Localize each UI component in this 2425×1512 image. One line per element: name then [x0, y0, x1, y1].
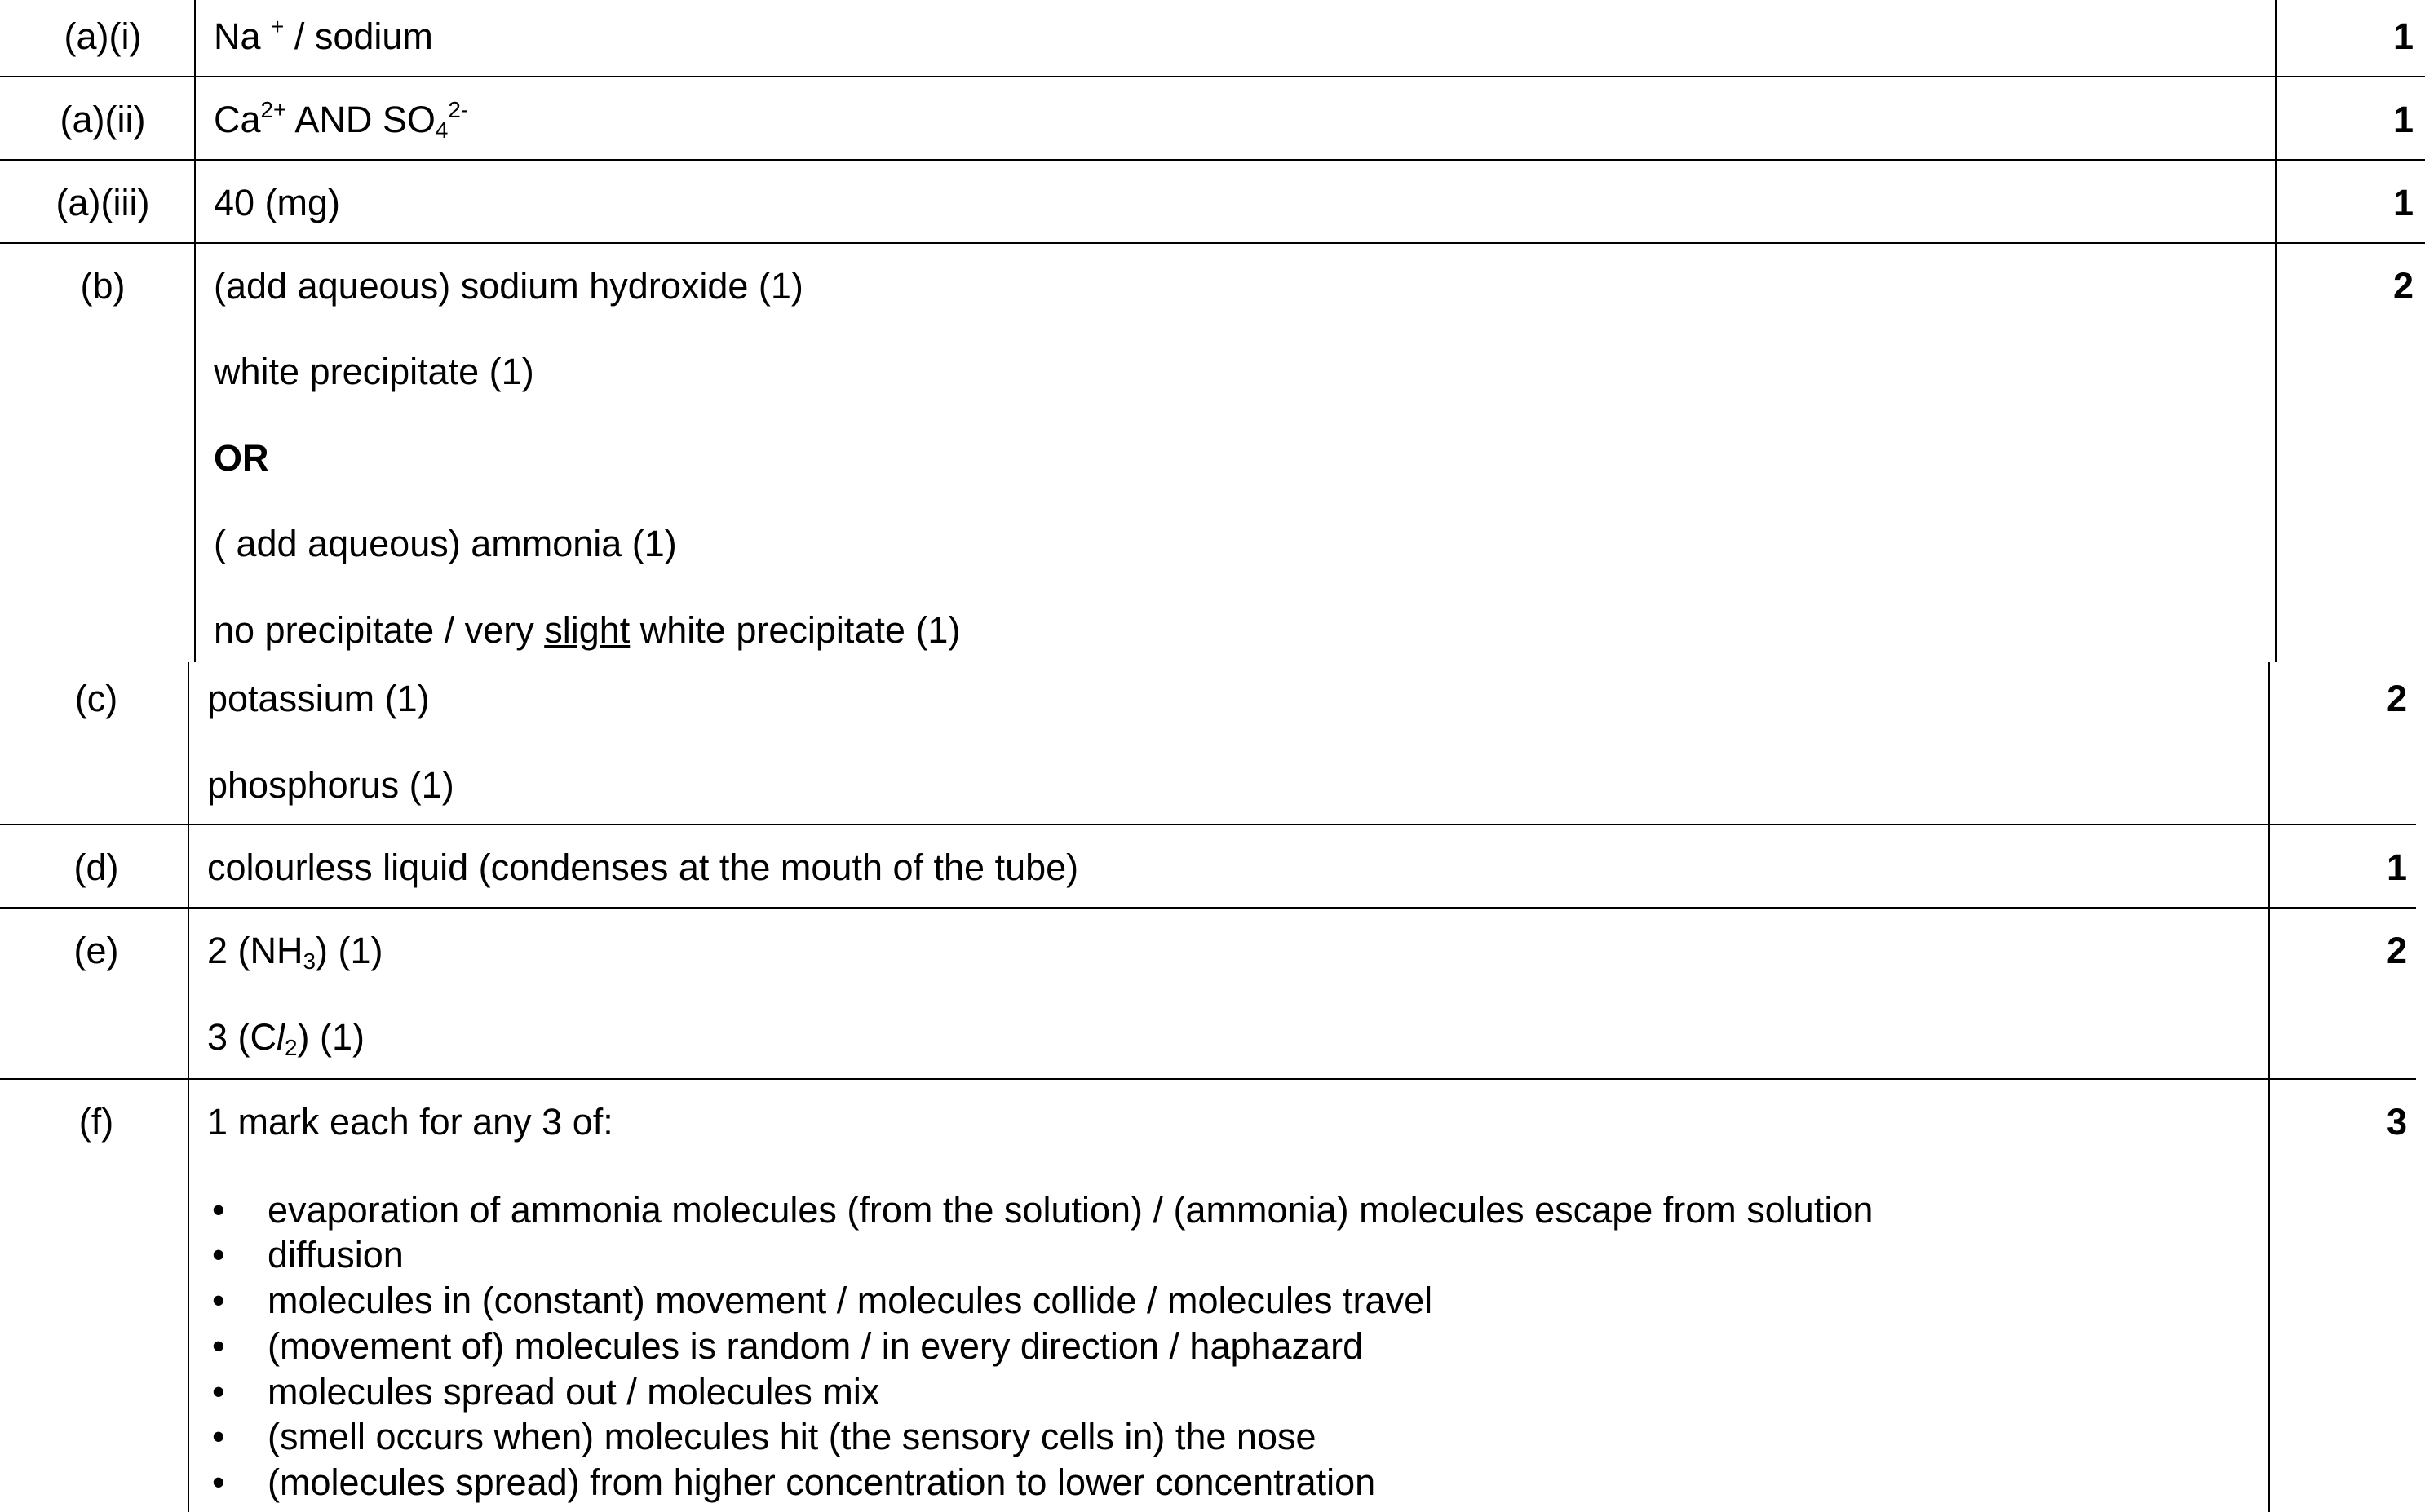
or-separator: OR — [214, 437, 269, 479]
italic-letter: l — [277, 1016, 285, 1058]
row-divider — [0, 242, 2425, 244]
superscript: + — [271, 13, 285, 39]
answer-line — [214, 608, 960, 652]
superscript: 2- — [448, 96, 469, 122]
mark-value: 2 — [2386, 930, 2407, 971]
answer-text: 40 (mg) — [214, 182, 341, 223]
answer-text-part: ) (1) — [316, 930, 383, 971]
bullet-item — [212, 1461, 1376, 1505]
subscript: 4 — [435, 117, 449, 143]
mark-value: 1 — [2386, 847, 2407, 888]
question-number: (b) — [80, 265, 126, 307]
answer-text-part: 2 (NH — [207, 930, 303, 971]
row-divider — [0, 159, 2425, 161]
question-number: (c) — [74, 678, 118, 719]
answer-text-part: / sodium — [284, 15, 433, 57]
bullet-text: (molecules spread) from higher concentration to lower concentration — [268, 1461, 1376, 1503]
bullet-marker: • — [212, 1461, 225, 1503]
question-number: (f) — [78, 1101, 114, 1143]
mark-value: 1 — [2392, 182, 2414, 223]
mark-value: 1 — [2392, 99, 2414, 140]
bullet-text: molecules in (constant) movement / molecules collide / molecules travel — [268, 1280, 1433, 1321]
answer-line — [207, 1015, 365, 1059]
question-number: (a)(ii) — [60, 99, 146, 140]
column-divider — [2268, 662, 2270, 1512]
bullet-text: (smell occurs when) molecules hit (the sensory cells in) the nose — [268, 1416, 1316, 1457]
bullet-marker: • — [212, 1234, 225, 1275]
mark-value: 2 — [2386, 678, 2407, 719]
answer-line: white precipitate (1) — [214, 351, 534, 392]
answer-text-part: no precipitate / very — [214, 609, 545, 651]
subscript: 2 — [285, 1034, 298, 1060]
bullet-item — [212, 1415, 1316, 1459]
bullet-item — [212, 1233, 404, 1277]
question-number: (a)(iii) — [55, 182, 150, 223]
bullet-marker: • — [212, 1280, 225, 1321]
mark-value: 3 — [2386, 1101, 2407, 1143]
answer-text-part: Ca — [214, 99, 261, 140]
row-divider — [0, 1078, 2416, 1080]
bullet-item — [212, 1279, 1433, 1323]
subscript: 3 — [303, 948, 316, 974]
answer-line: potassium (1) — [207, 678, 430, 719]
mark-value: 1 — [2392, 15, 2414, 57]
bullet-marker: • — [212, 1416, 225, 1457]
column-divider — [2275, 0, 2277, 662]
bullet-text: (movement of) molecules is random / in every direction / haphazard — [268, 1325, 1364, 1367]
answer-text — [214, 15, 433, 59]
row-divider — [0, 824, 2416, 825]
bullet-text: evaporation of ammonia molecules (from the solution) / (ammonia) molecules escape from solution — [268, 1189, 1874, 1231]
answer-line — [207, 929, 383, 973]
answer-line: ( add aqueous) ammonia (1) — [214, 523, 677, 564]
bullet-marker: • — [212, 1189, 225, 1231]
mark-value: 2 — [2392, 265, 2414, 307]
row-divider — [0, 907, 2416, 909]
underlined-word: slight — [544, 609, 631, 651]
bullet-item — [212, 1370, 880, 1414]
bullet-item — [212, 1324, 1364, 1368]
bullet-item — [212, 1188, 1874, 1232]
answer-text — [214, 98, 468, 142]
answer-text-part: white precipitate (1) — [630, 609, 961, 651]
bullet-marker: • — [212, 1325, 225, 1367]
superscript: 2+ — [260, 96, 287, 122]
answer-intro: 1 mark each for any 3 of: — [207, 1101, 613, 1143]
column-divider — [188, 662, 189, 1512]
answer-text-part: AND SO — [286, 99, 436, 140]
answer-text-part: 3 (C — [207, 1016, 277, 1058]
bullet-text: molecules spread out / molecules mix — [268, 1371, 880, 1413]
question-number: (a)(i) — [64, 15, 142, 57]
answer-line: (add aqueous) sodium hydroxide (1) — [214, 265, 803, 307]
question-number: (e) — [73, 930, 119, 971]
bullet-marker: • — [212, 1371, 225, 1413]
answer-line: phosphorus (1) — [207, 764, 454, 806]
question-number: (d) — [73, 847, 119, 888]
bullet-text: diffusion — [268, 1234, 404, 1275]
answer-text-part: ) (1) — [297, 1016, 365, 1058]
row-divider — [0, 76, 2425, 77]
answer-text: colourless liquid (condenses at the mouth of the tube) — [207, 847, 1079, 888]
answer-text-part: Na — [214, 15, 272, 57]
